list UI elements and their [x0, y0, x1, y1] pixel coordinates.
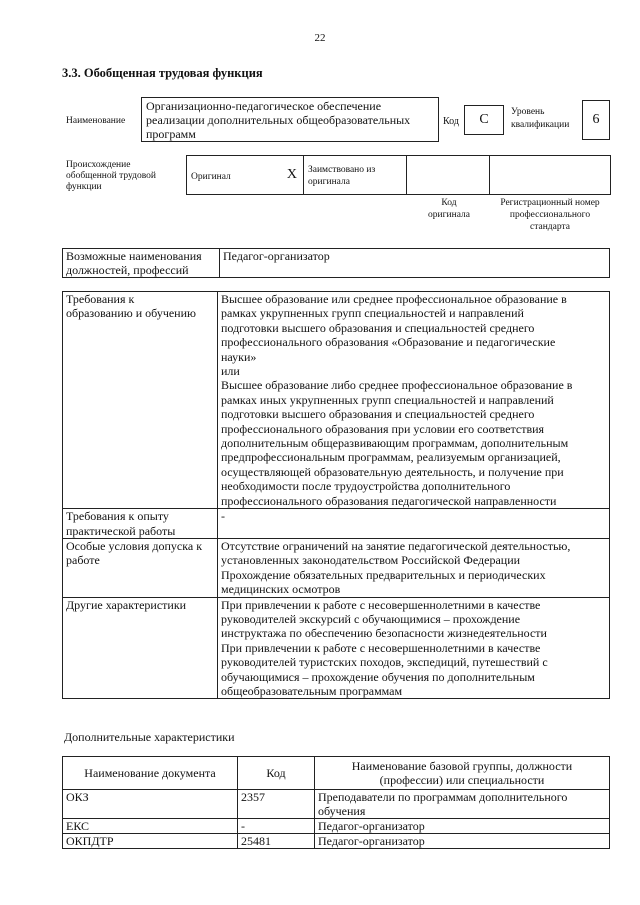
origin-label-line: Происхождение — [66, 160, 131, 170]
text-line: подготовки высшего образования и специальностей среднего — [221, 407, 535, 422]
other-label: Другие характеристики — [63, 597, 218, 699]
text-line: науки» — [221, 349, 257, 364]
borrowed-cell — [303, 155, 407, 195]
additional-title: Дополнительные характеристики — [64, 730, 235, 744]
code-cell: - — [238, 819, 315, 834]
text-line: общеобразовательным программам — [221, 683, 403, 698]
original-label: Оригинал — [191, 172, 231, 182]
label-line: работе — [66, 553, 100, 568]
col-header-name — [315, 757, 610, 790]
additional-table — [62, 756, 610, 849]
original-cell — [186, 155, 304, 195]
text-line: При привлечении к работе с несовершеннолетними в качестве — [221, 597, 541, 612]
caption-line: профессионального — [509, 210, 591, 220]
text-line: инструктажа по обеспечению безопасности жизнедеятельности — [221, 626, 547, 641]
caption-line: оригинала — [428, 210, 470, 220]
experience-label — [63, 509, 218, 539]
name-cell: Педагог-организатор — [315, 834, 610, 849]
label-line: Особые условия допуска к — [66, 538, 203, 553]
doc-cell: ЕКС — [63, 819, 238, 834]
text-line: Высшее образование либо среднее профессиональное образование в — [221, 378, 573, 393]
doc-cell: ОКЗ — [63, 790, 238, 819]
table-row — [63, 538, 610, 597]
table-row — [63, 597, 610, 699]
text-line: установленных законодательством Российской Федерации — [221, 553, 521, 568]
borrowed-label — [308, 164, 375, 188]
table-row — [63, 249, 610, 278]
origin-row — [186, 155, 611, 195]
text-line: профессионального образования «Образование и педагогические — [221, 335, 556, 350]
col-header-doc: Наименование документа — [63, 757, 238, 790]
label-line: Требования к опыту — [66, 509, 169, 524]
level-label — [511, 106, 569, 132]
col-header-code: Код — [238, 757, 315, 790]
admission-label — [63, 538, 218, 597]
header-line: (профессии) или специальности — [379, 773, 545, 787]
requirements-table — [62, 291, 610, 699]
registration-number-caption — [489, 197, 611, 233]
name-cell — [315, 790, 610, 819]
label-line: образованию и обучению — [66, 306, 196, 321]
section-title: 3.3. Обобщенная трудовая функция — [62, 66, 263, 80]
registration-number-cell — [489, 155, 611, 195]
level-label-line: Уровень — [511, 107, 545, 117]
text-line: медицинских осмотров — [221, 582, 341, 597]
text-line: Высшее образование или среднее профессиональное образование в — [221, 292, 567, 306]
original-code-cell — [406, 155, 490, 195]
text-line: При привлечении к работе с несовершеннолетними в качестве — [221, 640, 541, 655]
level-value: 6 — [582, 100, 610, 140]
table-row — [63, 790, 610, 819]
original-code-caption — [407, 197, 491, 221]
label-line: Требования к — [66, 292, 135, 306]
text-line: профессионального образования педагогической направленности — [221, 493, 557, 508]
origin-label-line: обобщенной трудовой — [66, 171, 156, 181]
header-line: Наименование базовой группы, должности — [351, 759, 573, 773]
code-cell: 25481 — [238, 834, 315, 849]
positions-value: Педагог-организатор — [220, 249, 610, 278]
text-line: профессионального образования при условии его соответствия — [221, 421, 545, 436]
caption-line: Регистрационный номер — [500, 198, 600, 208]
origin-label-line: функции — [66, 182, 102, 192]
doc-cell: ОКПДТР — [63, 834, 238, 849]
origin-label — [66, 160, 184, 193]
page-number: 22 — [314, 32, 326, 44]
code-label: Код — [443, 116, 459, 127]
table-row — [63, 819, 610, 834]
experience-value: - — [218, 509, 610, 539]
text-line: Прохождение обязательных предварительных и периодических — [221, 567, 546, 582]
table-row — [63, 834, 610, 849]
level-label-line: квалификации — [511, 120, 570, 130]
code-cell: 2357 — [238, 790, 315, 819]
positions-table — [62, 248, 610, 278]
name-cell: Педагог-организатор — [315, 819, 610, 834]
text-line: дополнительным общеразвивающим программам, дополнительным — [221, 436, 569, 451]
text-line: осуществляющей образовательную деятельность, и получение при — [221, 464, 564, 479]
text-line: обучающимися – прохождение обучения по дополнительным — [221, 669, 535, 684]
caption-line: стандарта — [530, 222, 570, 232]
text-line: необходимости после трудоустройства дополнительного — [221, 479, 511, 494]
text-line: Отсутствие ограничений на занятие педагогической деятельностью, — [221, 538, 571, 553]
text-line: рамках иных укрупненных групп специальностей и направлений — [221, 392, 554, 407]
text-line: предпрофессиональным программам, реализуемым организацией, — [221, 450, 561, 465]
text-line: или — [221, 364, 240, 379]
borrowed-label-line: Заимствовано из — [308, 165, 376, 175]
table-row — [63, 292, 610, 509]
admission-value — [218, 538, 610, 597]
table-row — [63, 509, 610, 539]
borrowed-label-line: оригинала — [308, 177, 350, 187]
table-header-row — [63, 757, 610, 790]
other-value — [218, 597, 610, 699]
education-value — [218, 292, 610, 509]
label-line: Возможные наименования — [66, 249, 202, 263]
cell-line: обучения — [318, 804, 366, 818]
positions-label — [63, 249, 220, 278]
label-line: должностей, профессий — [66, 263, 189, 277]
name-value: Организационно-педагогическое обеспечение реализации дополнительных общеобразовательных программ — [141, 97, 439, 142]
cell-line: Преподаватели по программам дополнительного — [318, 790, 568, 804]
text-line: руководителей экскурсий с обучающимися – прохождение — [221, 611, 521, 626]
caption-line: Код — [441, 198, 457, 208]
text-line: рамках укрупненных групп специальностей и направлений — [221, 306, 524, 321]
education-label — [63, 292, 218, 509]
text-line: подготовки высшего образования и специальностей среднего — [221, 320, 535, 335]
label-line: практической работы — [66, 523, 176, 538]
code-value: C — [464, 105, 504, 135]
name-label: Наименование — [66, 116, 126, 126]
original-mark: X — [286, 167, 297, 182]
text-line: руководителей туристских походов, экспедиций, путешествий с — [221, 655, 548, 670]
